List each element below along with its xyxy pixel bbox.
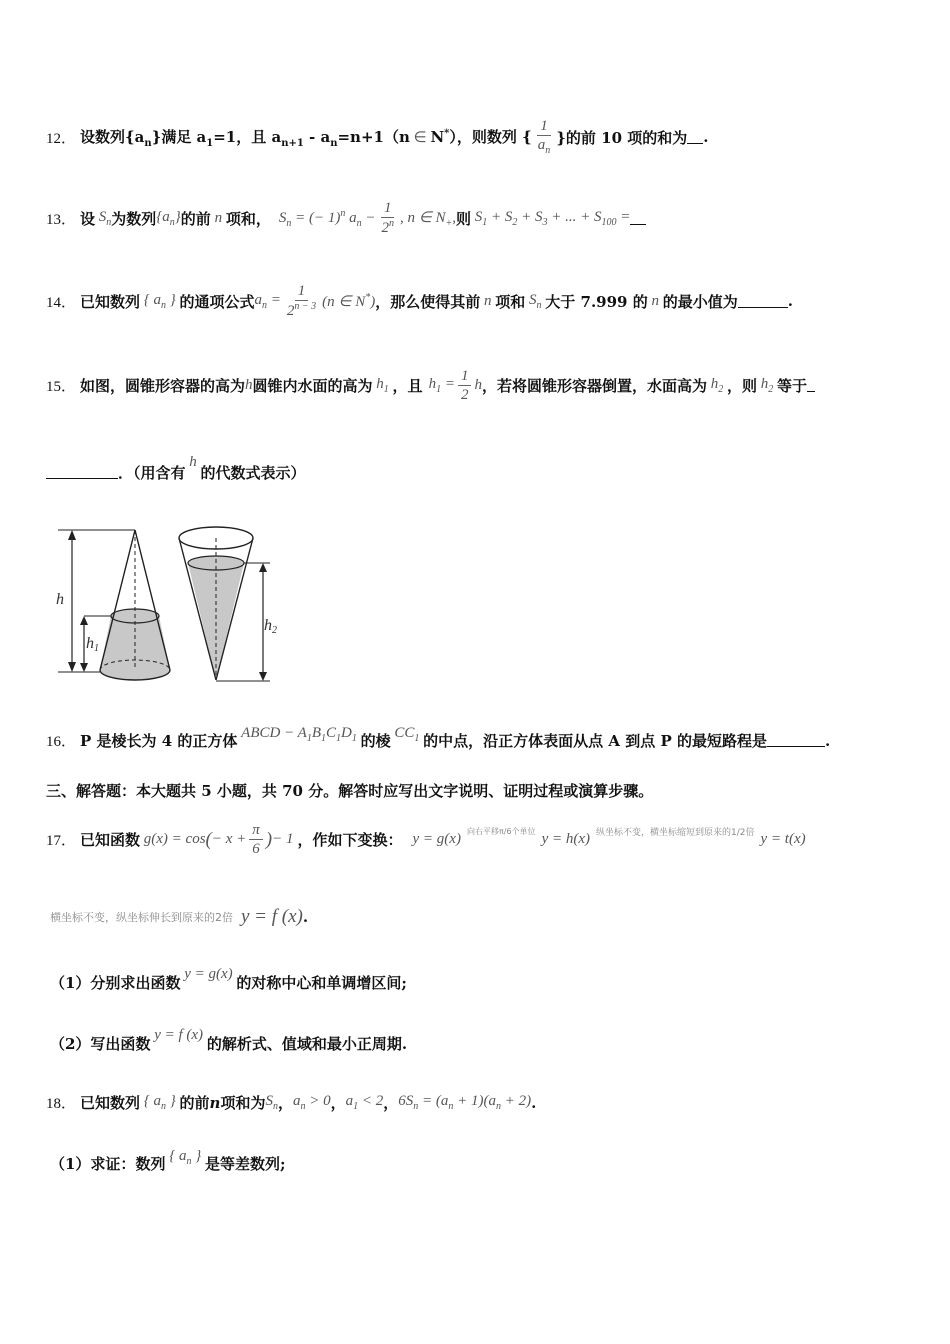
answer-blank[interactable]: [687, 131, 703, 144]
label-h2: h2: [264, 617, 277, 636]
question-13: 13． 设 $S_n$ 为数列 $\{a_n\}$ 的前 n 项和， $S_n$ = (− 1)$^n$ $a_n$ − $\frac{1}{2^n}$ , n ∈ $N_+$, 则 $S_1 + S_2 + S_3$ + ... + $S_{100}$ =: [46, 200, 910, 237]
label-h1: h1: [86, 635, 99, 654]
question-17: 17． 已知函数 g(x) = cos ( − x + $\frac{\pi}{6}$ ) − 1 ，作如下变换： y = g(x) 向右平移π/6个单位 y = h(x) 纵坐标不变，横坐标缩短到原来的1/2倍 y = t(x): [46, 822, 806, 857]
question-16: 16． P 是棱长为 4 的正方体 ABCD − $A_1B_1C_1D_1$ 的棱 $CC_1$ 的中点，沿正方体表面从点 A 到点 P 的最短路程是 .: [46, 725, 831, 750]
question-18: 18． 已知数列 { $a_n$ } 的前 n 项和为 $S_n$ ， $a_n > 0$ ， $a_1 < 2$ ， $6S_n = (a_n + 1)(a_n + 2)$ .: [46, 1093, 537, 1112]
transform-2: 纵坐标不变，横坐标缩短到原来的1/2倍: [596, 828, 755, 839]
question-number: 13．: [46, 211, 77, 228]
question-number: 15．: [46, 379, 77, 396]
transform-3: 横坐标不变，纵坐标伸长到原来的2倍: [50, 911, 233, 924]
question-15-continued: ．（用含有 h 的代数式表示）: [46, 462, 910, 483]
math-sum: $S_1 + S_2 + S_3$ + ... + $S_{100}$ =: [471, 208, 631, 228]
math-f: y = f (x): [241, 906, 303, 927]
question-15: 15． 如图，圆锥形容器的高为 h 圆锥内水面的高为 $h_1$ ，且 $h_1$ = $\frac{1}{2}$ h ，若将圆锥形容器倒置，水面高为 $h_2$ ，则 $h_2$ 等于: [46, 368, 910, 404]
question-14: 14． 已知数列 { $a_n$ } 的通项公式 $a_n$ = $\frac{1}{2^{n - 3}}$ (n ∈ N*) ，那么使得其前 n 项和 $S_n$ 大于 7.999 的 n 的最小值为 .: [46, 283, 793, 319]
math-6sn: $6S_n = (a_n + 1)(a_n + 2)$: [398, 1093, 532, 1112]
transform-1: 向右平移π/6个单位: [466, 827, 536, 837]
question-number: 17．: [46, 833, 77, 850]
math-formula-sn: $S_n$ = (− 1)$^n$ $a_n$ −: [278, 207, 376, 229]
section-heading: 三、解答题：本大题共 5 小题，共 70 分。解答时应写出文字说明、证明过程或演算步骤。: [46, 782, 654, 800]
question-17-continued: 横坐标不变，纵坐标伸长到原来的2倍 y = f (x) .: [50, 906, 309, 927]
question-number: 12．: [46, 130, 77, 147]
question-17-part-1: （1）分别求出函数 y = g(x) 的对称中心和单调增区间;: [50, 966, 407, 992]
math-an: $\{a_n\}$: [156, 208, 181, 228]
q12-text: 设数列$\{a_n\}$满足 $a_1=1$，且 $a_{n+1} - a_n=n+1(n$ ∈ N*），则数列 {: [80, 127, 532, 149]
math-sn: $S_n$: [95, 208, 112, 228]
question-12: 12． 设数列$\{a_n\}$满足 $a_1=1$，且 $a_{n+1} - a_n=n+1(n$ ∈ N*），则数列 { $\frac{1}{a_n}$ }的前 10 项的和为 .: [46, 118, 709, 156]
answer-blank[interactable]: [630, 212, 646, 225]
question-number: 14．: [46, 294, 77, 311]
q12-fraction: $\frac{1}{a_n}$: [537, 118, 551, 156]
math-cube: ABCD − $A_1B_1C_1D_1$: [237, 725, 357, 744]
answer-blank[interactable]: [767, 734, 825, 747]
label-h: h: [56, 591, 64, 608]
question-18-part-1: （1）求证：数列 { $a_n$ } 是等差数列;: [50, 1148, 286, 1173]
question-17-part-2: （2）写出函数 y = f (x) 的解析式、值域和最小正周期.: [50, 1027, 408, 1053]
question-number: 16．: [46, 734, 77, 750]
answer-blank[interactable]: [807, 379, 815, 392]
cone-figure: [48, 520, 348, 690]
question-number: 18．: [46, 1096, 77, 1112]
answer-blank[interactable]: [738, 295, 788, 308]
answer-blank[interactable]: [46, 466, 118, 479]
math-an-formula: $a_n$ =: [254, 291, 281, 311]
math-g: g(x) = cos: [140, 831, 206, 848]
